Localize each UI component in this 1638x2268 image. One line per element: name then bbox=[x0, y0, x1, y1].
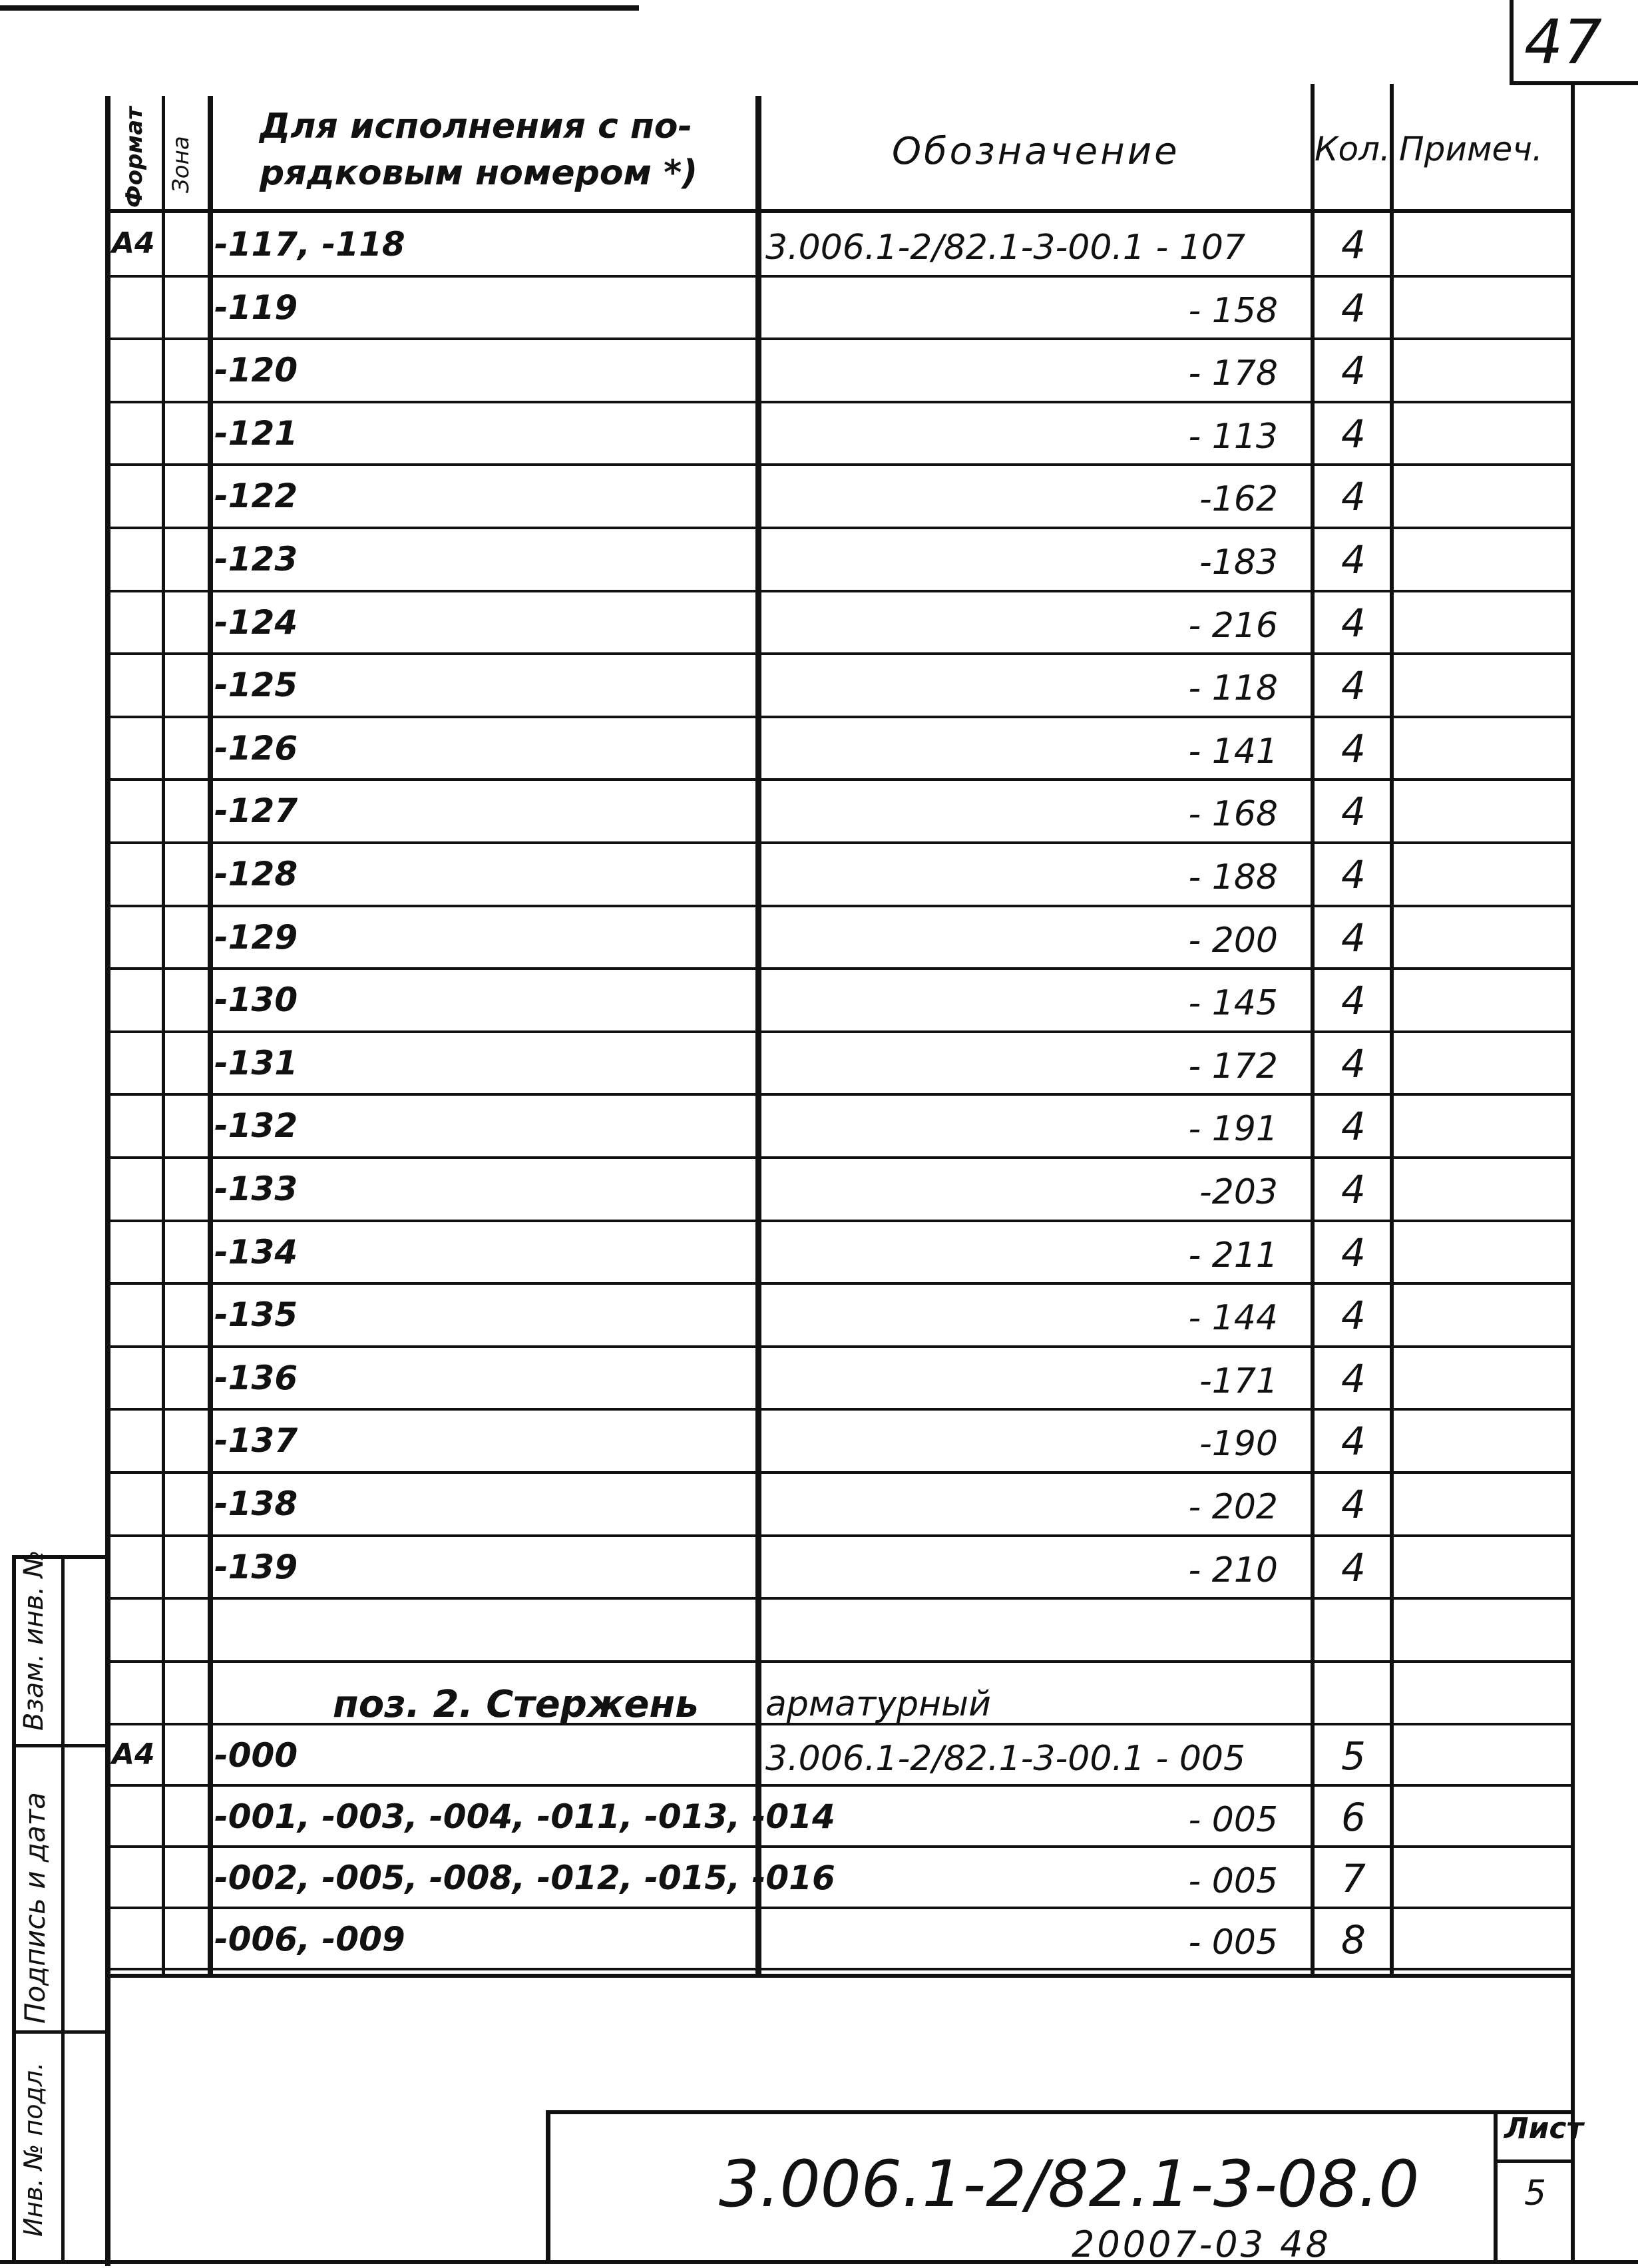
header-quantity: Кол. bbox=[1315, 130, 1390, 168]
row-designation: -171 bbox=[1199, 1361, 1278, 1401]
header-zone: Зона bbox=[168, 136, 194, 193]
row-quantity: 4 bbox=[1341, 789, 1366, 834]
row-execution: -131 bbox=[214, 1044, 298, 1082]
row-designation: - 210 bbox=[1188, 1550, 1278, 1590]
row-quantity: 4 bbox=[1341, 1482, 1366, 1527]
row-designation: - 113 bbox=[1188, 417, 1278, 457]
col-line-note bbox=[1390, 84, 1394, 1976]
row-quantity: 4 bbox=[1341, 474, 1366, 519]
row-separator bbox=[105, 652, 1575, 655]
side-stamp-sep2 bbox=[12, 2030, 110, 2034]
row-designation: - 172 bbox=[1188, 1046, 1278, 1086]
row-quantity: 4 bbox=[1341, 1419, 1366, 1464]
row-separator bbox=[105, 716, 1575, 718]
row-quantity: 6 bbox=[1341, 1795, 1366, 1840]
row-quantity: 4 bbox=[1341, 222, 1366, 268]
row-separator bbox=[105, 1784, 1575, 1787]
row-separator bbox=[105, 1156, 1575, 1159]
col-line-zone bbox=[162, 96, 165, 1976]
titleblock-top bbox=[546, 2110, 1575, 2114]
row-execution: -117, -118 bbox=[214, 225, 405, 264]
row-designation: - 005 bbox=[1188, 1861, 1278, 1901]
section-title-left: поз. 2. Стержень bbox=[333, 1683, 699, 1726]
row-designation: - 191 bbox=[1188, 1109, 1278, 1149]
row-separator bbox=[105, 778, 1575, 781]
header-format: Формат bbox=[121, 107, 148, 208]
row-quantity: 4 bbox=[1341, 1230, 1366, 1275]
row-separator bbox=[105, 1282, 1575, 1285]
row-quantity: 4 bbox=[1341, 1293, 1366, 1338]
row-designation: -183 bbox=[1199, 543, 1278, 582]
row-execution: -127 bbox=[214, 792, 298, 830]
row-separator bbox=[105, 967, 1575, 970]
row-quantity: 4 bbox=[1341, 978, 1366, 1023]
row-quantity: 4 bbox=[1341, 537, 1366, 582]
titleblock-left bbox=[546, 2110, 550, 2262]
row-execution: -125 bbox=[214, 666, 298, 704]
row-designation: - 178 bbox=[1188, 353, 1278, 393]
row-execution: -128 bbox=[214, 855, 298, 893]
row-separator bbox=[105, 1660, 1575, 1663]
row-execution: -000 bbox=[214, 1736, 298, 1775]
row-designation: - 168 bbox=[1188, 794, 1278, 834]
header-note: Примеч. bbox=[1399, 130, 1543, 168]
row-execution: -123 bbox=[214, 540, 298, 578]
row-format: A4 bbox=[112, 226, 155, 260]
header-execution-line2: рядковым номером *) bbox=[260, 153, 698, 193]
row-quantity: 4 bbox=[1341, 726, 1366, 772]
row-separator bbox=[105, 1907, 1575, 1909]
row-execution: -119 bbox=[214, 288, 298, 327]
row-designation: - 200 bbox=[1188, 921, 1278, 961]
header-bottom-line bbox=[105, 209, 1575, 213]
row-designation: 3.006.1-2/82.1-3-00.1 - 107 bbox=[765, 228, 1246, 268]
titleblock-sheet-value: 5 bbox=[1524, 2173, 1547, 2213]
row-separator bbox=[105, 1345, 1575, 1348]
row-quantity: 4 bbox=[1341, 286, 1366, 331]
row-execution: -126 bbox=[214, 729, 298, 768]
row-quantity: 4 bbox=[1341, 1167, 1366, 1212]
row-execution: -137 bbox=[214, 1421, 298, 1460]
row-designation: 3.006.1-2/82.1-3-00.1 - 005 bbox=[765, 1739, 1246, 1779]
row-execution: -121 bbox=[214, 414, 298, 453]
sheet-number-top: 47 bbox=[1524, 7, 1603, 78]
side-stamp-sep1 bbox=[12, 1744, 110, 1747]
row-separator bbox=[105, 590, 1575, 592]
row-quantity: 4 bbox=[1341, 1041, 1366, 1086]
row-separator bbox=[105, 463, 1575, 466]
sheet-box-left bbox=[1510, 0, 1514, 84]
row-separator bbox=[105, 1030, 1575, 1033]
row-designation: -203 bbox=[1199, 1172, 1278, 1212]
row-quantity: 4 bbox=[1341, 852, 1366, 897]
row-execution: -002, -005, -008, -012, -015, -016 bbox=[214, 1859, 835, 1897]
table-bottom-line bbox=[105, 1974, 1575, 1978]
row-designation: - 202 bbox=[1188, 1487, 1278, 1527]
row-designation: - 216 bbox=[1188, 606, 1278, 646]
row-designation: - 005 bbox=[1188, 1800, 1278, 1840]
row-designation: -162 bbox=[1199, 479, 1278, 519]
row-separator bbox=[105, 1471, 1575, 1474]
row-separator bbox=[105, 338, 1575, 340]
row-execution: -124 bbox=[214, 603, 298, 642]
row-execution: -006, -009 bbox=[214, 1920, 405, 1958]
row-quantity: 4 bbox=[1341, 411, 1366, 457]
row-designation: - 158 bbox=[1188, 291, 1278, 331]
row-separator bbox=[105, 1597, 1575, 1600]
row-execution: -133 bbox=[214, 1170, 298, 1208]
bottom-code: 20007-03 48 bbox=[1072, 2223, 1331, 2265]
side-stamp-outer bbox=[12, 1555, 16, 2264]
frame-left bbox=[105, 96, 110, 2266]
row-separator bbox=[105, 1968, 1575, 1970]
row-execution: -138 bbox=[214, 1484, 298, 1523]
row-execution: -136 bbox=[214, 1359, 298, 1397]
row-execution: -135 bbox=[214, 1295, 298, 1334]
row-quantity: 4 bbox=[1341, 1356, 1366, 1401]
row-designation: - 188 bbox=[1188, 857, 1278, 897]
row-designation: - 145 bbox=[1188, 983, 1278, 1023]
row-quantity: 4 bbox=[1341, 600, 1366, 646]
row-designation: - 118 bbox=[1188, 668, 1278, 708]
row-designation: - 211 bbox=[1188, 1236, 1278, 1275]
row-separator bbox=[105, 1220, 1575, 1222]
row-quantity: 7 bbox=[1341, 1856, 1366, 1901]
section-title-right: арматурный bbox=[765, 1684, 991, 1724]
frame-right bbox=[1571, 84, 1575, 2261]
row-execution: -134 bbox=[214, 1233, 298, 1271]
top-border-left bbox=[0, 5, 639, 11]
row-designation: - 005 bbox=[1188, 1923, 1278, 1962]
row-separator bbox=[105, 1093, 1575, 1096]
row-quantity: 4 bbox=[1341, 663, 1366, 708]
row-quantity: 8 bbox=[1341, 1917, 1366, 1962]
row-separator bbox=[105, 401, 1575, 403]
side-inv-orig: Инв. № подл. bbox=[19, 2062, 48, 2237]
row-quantity: 4 bbox=[1341, 1104, 1366, 1149]
col-line-exec bbox=[208, 96, 213, 1976]
col-line-code bbox=[755, 96, 761, 1976]
row-execution: -129 bbox=[214, 918, 298, 957]
titleblock-sheet-sep bbox=[1494, 2159, 1575, 2163]
col-line-qty bbox=[1311, 84, 1315, 1976]
row-designation: - 144 bbox=[1188, 1298, 1278, 1338]
row-quantity: 5 bbox=[1341, 1733, 1366, 1779]
row-format: A4 bbox=[112, 1737, 155, 1771]
titleblock-sheet-label: Лист bbox=[1504, 2112, 1583, 2146]
row-separator bbox=[105, 1845, 1575, 1848]
header-designation: Обозначение bbox=[892, 130, 1180, 173]
row-separator bbox=[105, 905, 1575, 907]
row-execution: -122 bbox=[214, 477, 298, 515]
row-execution: -132 bbox=[214, 1106, 298, 1145]
side-stamp-inner bbox=[61, 1555, 65, 2264]
row-separator bbox=[105, 841, 1575, 844]
row-quantity: 4 bbox=[1341, 1545, 1366, 1590]
row-designation: -190 bbox=[1199, 1424, 1278, 1464]
row-separator bbox=[105, 1408, 1575, 1411]
row-execution: -120 bbox=[214, 351, 298, 389]
row-execution: -001, -003, -004, -011, -013, -014 bbox=[214, 1797, 835, 1836]
row-separator bbox=[105, 275, 1575, 278]
row-execution: -139 bbox=[214, 1548, 298, 1586]
header-execution-line1: Для исполнения с по- bbox=[260, 107, 693, 146]
row-separator bbox=[105, 1534, 1575, 1537]
side-sign-date: Подпись и дата bbox=[19, 1792, 51, 2024]
bottom-border bbox=[0, 2260, 1638, 2264]
row-quantity: 4 bbox=[1341, 348, 1366, 393]
row-separator bbox=[105, 527, 1575, 529]
side-replace-inv: Взам. инв. № bbox=[19, 1550, 49, 1731]
row-quantity: 4 bbox=[1341, 915, 1366, 961]
row-designation: - 141 bbox=[1188, 732, 1278, 772]
row-execution: -130 bbox=[214, 981, 298, 1019]
titleblock-sheet-left bbox=[1494, 2110, 1498, 2262]
titleblock-designation: 3.006.1-2/82.1-3-08.0 bbox=[719, 2147, 1420, 2221]
